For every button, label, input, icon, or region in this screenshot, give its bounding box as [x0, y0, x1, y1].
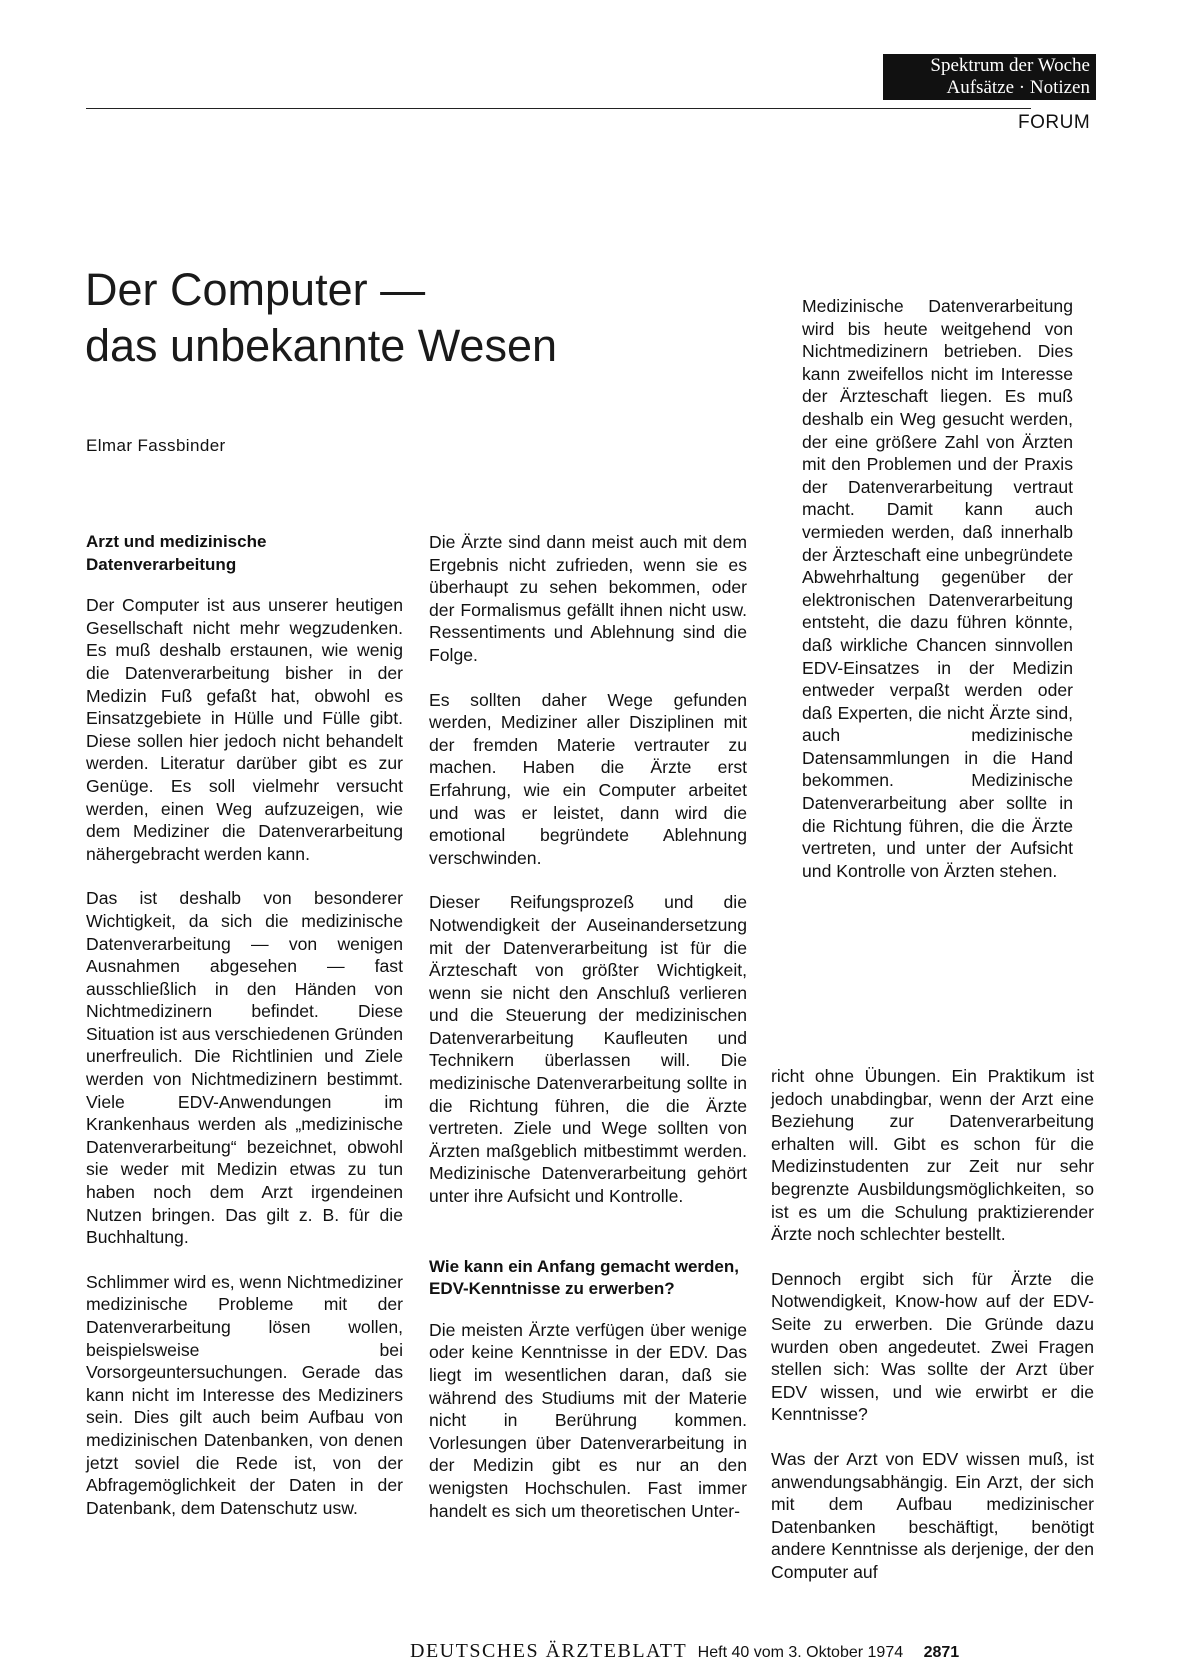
paragraph: Die Ärzte sind dann meist auch mit dem Ergebnis nicht zufrieden, wenn sie es überhaupt zu sehen bekommen, oder der Formalismus gefällt ihnen nicht usw. Ressentiments und Ablehnung sind die Folge.	[429, 532, 747, 665]
badge-line-2: Aufsätze · Notizen	[946, 77, 1090, 98]
badge-line-1: Spektrum der Woche	[930, 55, 1090, 76]
page-number: 2871	[923, 1644, 960, 1661]
column-1	[86, 531, 403, 1541]
paragraph: richt ohne Übungen. Ein Praktikum ist jedoch unabdingbar, wenn der Arzt eine Beziehung zur Datenverarbeitung erhalten will. Gibt es schon für die Medizinstudenten zur Zeit nur sehr begrenzte Ausbildungsmöglichkeiten, so ist es um die Schulung praktizierender Ärzte noch schlechter bestellt.	[771, 1066, 1094, 1245]
journal-name: DEUTSCHES ÄRZTEBLATT	[410, 1640, 688, 1662]
article-title	[85, 262, 557, 374]
issue-info: Heft 40 vom 3. Oktober 1974	[697, 1644, 904, 1661]
title-line-1: Der Computer —	[85, 264, 426, 315]
section-heading: Wie kann ein Anfang gemacht werden, EDV-Kenntnisse zu erwerben?	[429, 1256, 739, 1299]
paragraph: Das ist deshalb von besonderer Wichtigkeit, da sich die medizinische Datenverarbeitung — von wenigen Ausnahmen abgesehen — fast ausschließlich in den Händen von Nichtmedizinern befindet. Diese Situation ist aus verschiedenen Gründen unerfreulich. Die Richtlinien und Ziele werden von Nichtmedizinern bestimmt. Viele EDV-Anwendungen im Krankenhaus werden als „medizinische Datenverarbeitung“ bezeichnet, obwohl sie weder mit Medizin etwas zu tun haben noch dem Arzt irgendeinen Nutzen bringen. Das gilt z. B. für die Buchhaltung.	[86, 888, 403, 1248]
header-rule	[86, 108, 1031, 109]
column-3-upper	[802, 295, 1073, 904]
paragraph: Schlimmer wird es, wenn Nichtmediziner medizinische Probleme mit der Datenverarbeitung lösen wollen, beispielsweise bei Vorsorgeuntersuchungen. Gerade das kann nicht im Interesse des Mediziners sein. Dies gilt auch beim Aufbau von medizinischen Datenbanken, von denen jetzt soviel die Rede ist, von der Abfragemöglichkeit der Daten in der Datenbank, dem Datenschutz usw.	[86, 1271, 403, 1518]
title-line-2: das unbekannte Wesen	[85, 320, 558, 371]
section-label: FORUM	[1018, 112, 1091, 133]
paragraph: Dieser Reifungsprozeß und die Notwendigkeit der Auseinandersetzung mit der Datenverarbeitung ist für die Ärzteschaft von größter Wichtigkeit, wenn sie nicht den Anschluß verlieren und die Steuerung der medizinischen Datenverarbeitung Kaufleuten und Technikern überlassen will. Die medizinische Datenverarbeitung sollte in die Richtung führen, die die Ärzte vertreten. Ziele und Wege sollten von Ärzten maßgeblich mitbestimmt werden. Medizinische Datenverarbeitung gehört unter ihre Aufsicht und Kontrolle.	[429, 892, 747, 1207]
paragraph: Die meisten Ärzte verfügen über wenige oder keine Kenntnisse in der EDV. Das liegt im wesentlichen daran, daß sie während des Studiums mit der Materie nicht in Berührung kommen. Vorlesungen über Datenverarbeitung in der Medizin gibt es nur an den wenigsten Hochschulen. Fast immer handelt es sich um theoretischen Unter-	[429, 1319, 747, 1521]
section-badge	[883, 54, 1096, 100]
section-heading: Arzt und medizinische Datenverarbeitung	[86, 532, 267, 574]
paragraph: Der Computer ist aus unserer heutigen Gesellschaft nicht mehr wegzudenken. Es muß deshalb erstaunen, wie wenig die Datenverarbeitung bisher in der Medizin Fuß gefaßt hat, obwohl es Einsatzgebiete in Hülle und Fülle gibt. Diese sollen hier jedoch nicht behandelt werden. Literatur darüber gibt es zur Genüge. Es soll vielmehr versucht werden, einen Weg aufzuzeigen, wie dem Mediziner die Datenverarbeitung nähergebracht werden kann.	[86, 595, 403, 864]
paragraph: Es sollten daher Wege gefunden werden, Mediziner aller Disziplinen mit der fremden Materie vertrauter zu machen. Haben die Ärzte erst Erfahrung, wie ein Computer arbeitet und was er leistet, dann wird die emotional begründete Ablehnung verschwinden.	[429, 689, 747, 868]
paragraph: Medizinische Datenverarbeitung wird bis heute weitgehend von Nichtmedizinern betrieben. Dies kann zweifellos nicht im Interesse der Ärzteschaft liegen. Es muß deshalb ein Weg gesucht werden, der eine größere Zahl von Ärzten mit den Problemen und der Praxis der Datenverarbeitung vertraut macht. Damit kann auch vermieden werden, daß innerhalb der Ärzteschaft eine unbegründete Abwehrhaltung gegenüber der elektronischen Datenverarbeitung entsteht, die dazu führen könnte, daß wirkliche Chancen sinnvollen EDV-Einsatzes in der Medizin entweder verpaßt werden oder daß Experten, die nicht Ärzte sind, auch medizinische Datensammlungen in die Hand bekommen. Medizinische Datenverarbeitung aber sollte in die Richtung führen, die die Ärzte vertreten, und unter der Aufsicht und Kontrolle von Ärzten stehen.	[802, 296, 1073, 881]
paragraph: Dennoch ergibt sich für Ärzte die Notwendigkeit, Know-how auf der EDV-Seite zu erwerben. Die Gründe dazu wurden oben angedeutet. Zwei Fragen stellen sich: Was sollte der Arzt über EDV wissen, und wie erwirbt er die Kenntnisse?	[771, 1268, 1094, 1425]
author-name: Elmar Fassbinder	[86, 436, 226, 455]
paragraph: Was der Arzt von EDV wissen muß, ist anwendungsabhängig. Ein Arzt, der sich mit dem Aufbau medizinischer Datenbanken beschäftigt, benötigt andere Kenntnisse als derjenige, der den Computer auf	[771, 1448, 1094, 1582]
column-2	[429, 531, 747, 1544]
page-footer	[410, 1640, 959, 1663]
column-3-lower	[771, 1065, 1094, 1605]
